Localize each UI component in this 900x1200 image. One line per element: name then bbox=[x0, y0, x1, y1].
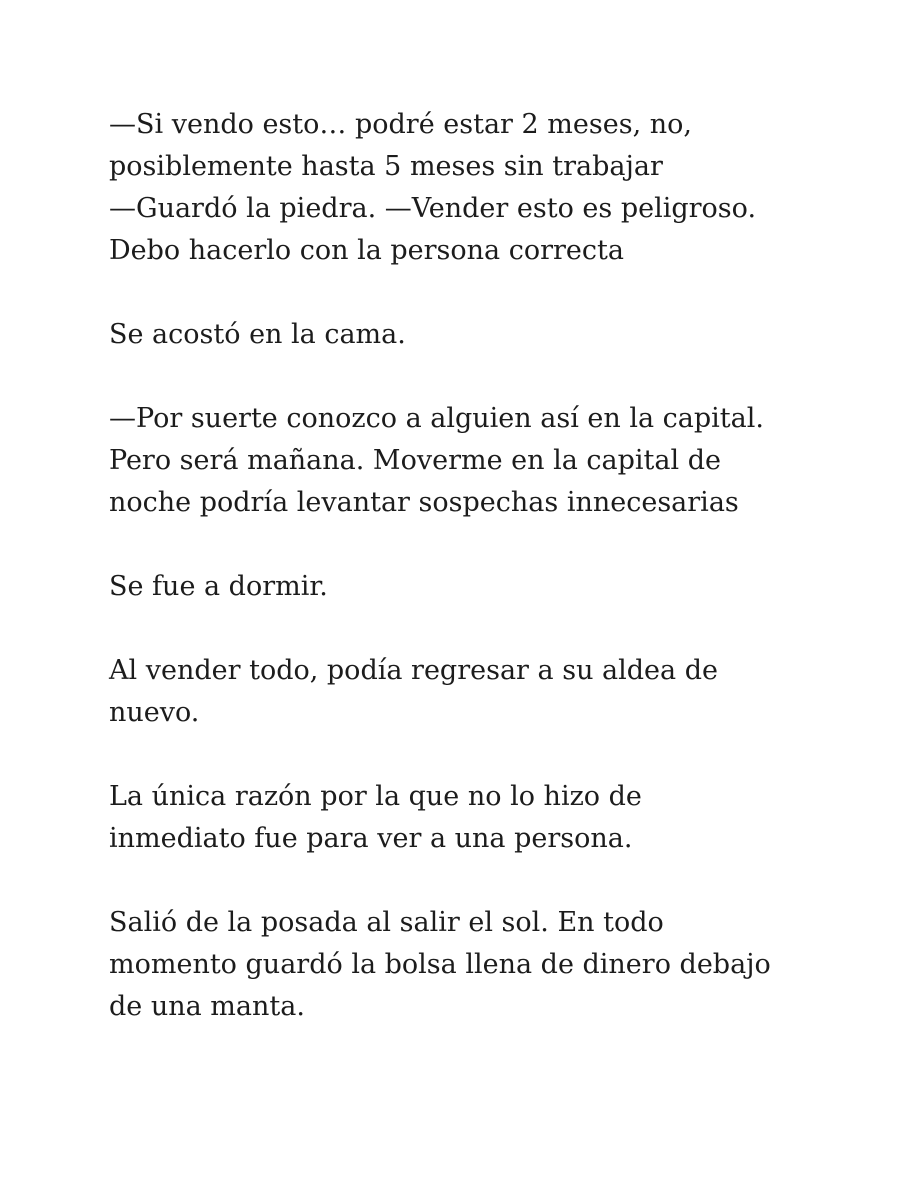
text-line: Se acostó en la cama. bbox=[109, 319, 406, 350]
text-line: La única razón por la que no lo hizo de bbox=[109, 781, 642, 812]
text-line: inmediato fue para ver a una persona. bbox=[109, 823, 633, 854]
text-line: Salió de la posada al salir el sol. En todo bbox=[109, 907, 664, 938]
paragraph bbox=[109, 104, 809, 272]
paragraph bbox=[109, 566, 809, 608]
text-line: —Si vendo esto… podré estar 2 meses, no, bbox=[109, 109, 692, 140]
document-body bbox=[109, 104, 809, 1070]
text-line: Al vender todo, podía regresar a su aldea de bbox=[109, 655, 718, 686]
paragraph bbox=[109, 776, 809, 860]
text-line: Pero será mañana. Moverme en la capital de bbox=[109, 445, 721, 476]
text-line: de una manta. bbox=[109, 991, 305, 1022]
paragraph bbox=[109, 398, 809, 524]
paragraph bbox=[109, 902, 809, 1028]
paragraph bbox=[109, 650, 809, 734]
text-line: Se fue a dormir. bbox=[109, 571, 328, 602]
text-line: nuevo. bbox=[109, 697, 200, 728]
text-line: noche podría levantar sospechas innecesarias bbox=[109, 487, 739, 518]
text-line: —Guardó la piedra. —Vender esto es peligroso. bbox=[109, 193, 757, 224]
paragraph bbox=[109, 314, 809, 356]
text-line: posiblemente hasta 5 meses sin trabajar bbox=[109, 151, 663, 182]
text-line: momento guardó la bolsa llena de dinero debajo bbox=[109, 949, 771, 980]
text-line: Debo hacerlo con la persona correcta bbox=[109, 235, 624, 266]
text-line: —Por suerte conozco a alguien así en la capital. bbox=[109, 403, 764, 434]
